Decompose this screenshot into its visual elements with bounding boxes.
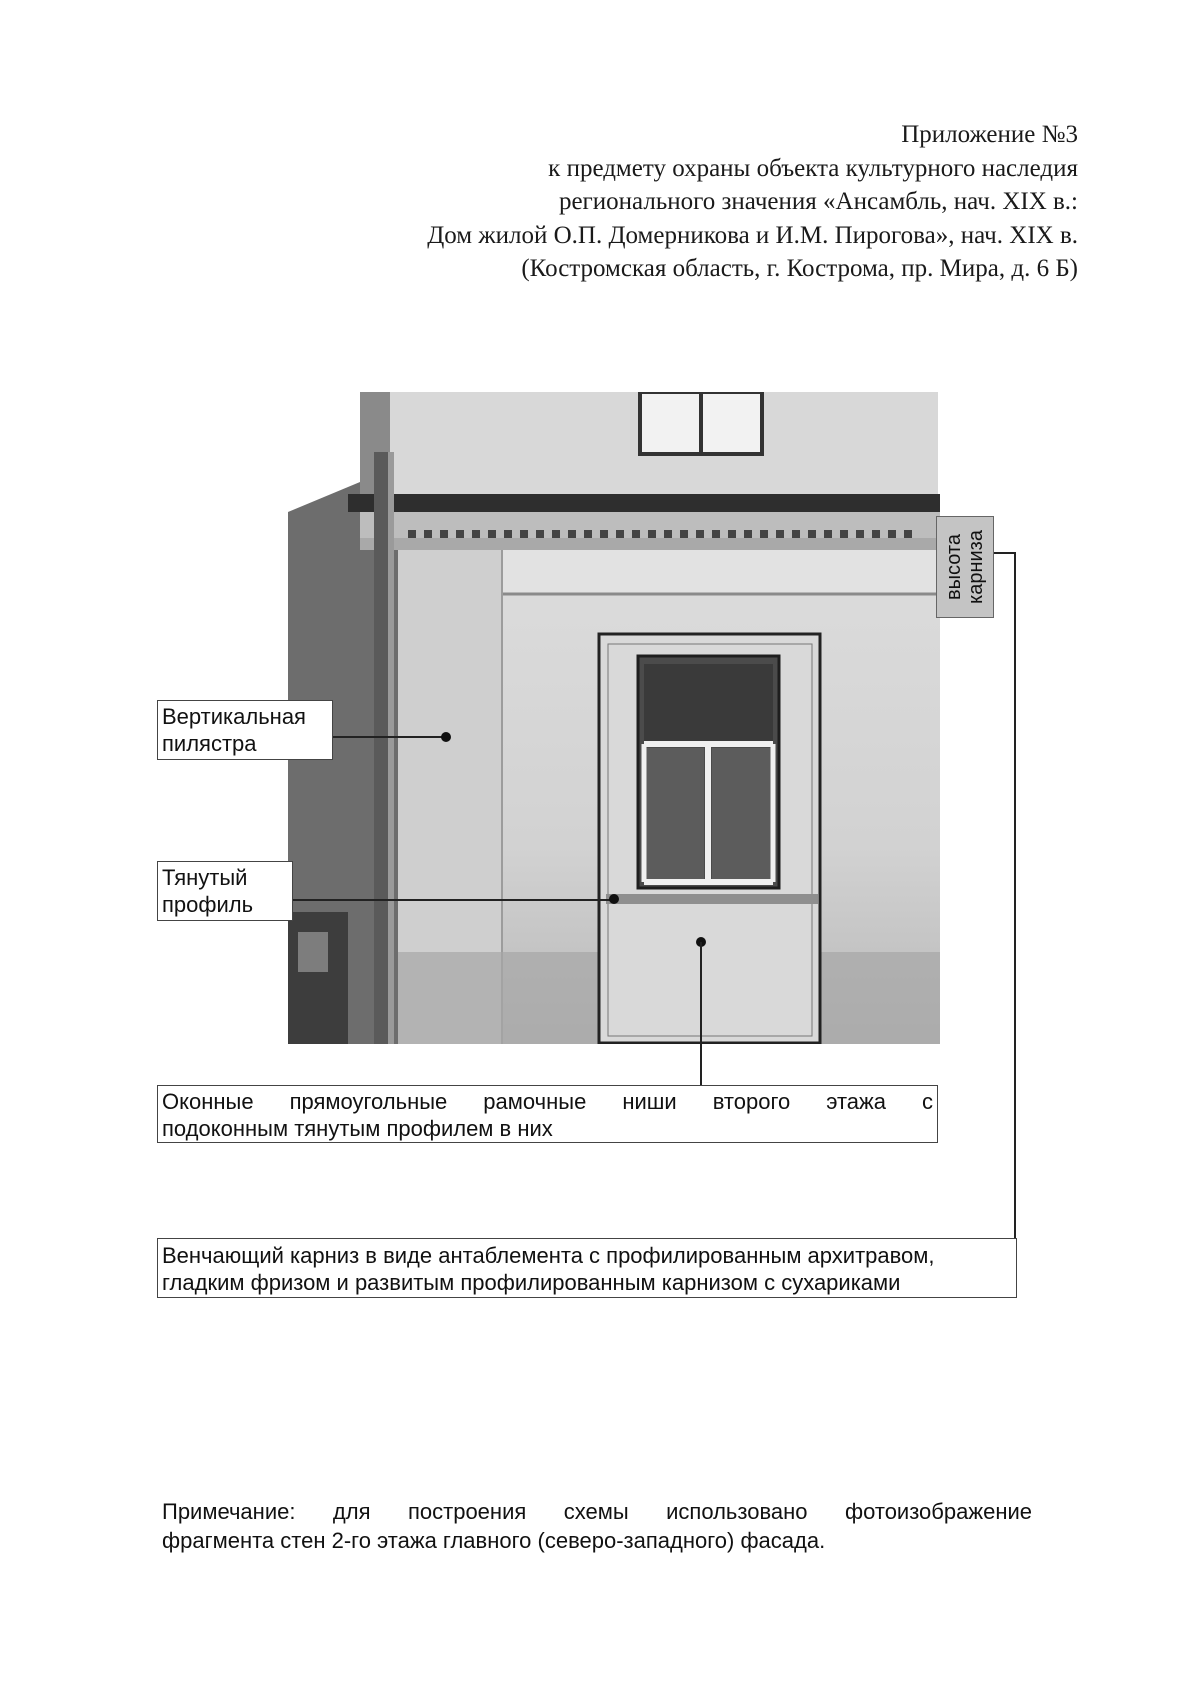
profile-leader-line bbox=[293, 899, 613, 901]
cornice-height-line-1: высота bbox=[943, 534, 966, 600]
window-niches-line-1: Оконные прямоугольные рамочные ниши второго этажа с bbox=[162, 1089, 933, 1114]
footnote-line-2: фрагмента стен 2-го этажа главного (северо-западного) фасада. bbox=[162, 1528, 826, 1553]
cornice-leader-line bbox=[1014, 552, 1016, 1238]
header-line-4: Дом жилой О.П. Домерникова и И.М. Пирогова», нач. XIX в. bbox=[427, 221, 1078, 249]
header-line-5: (Костромская область, г. Кострома, пр. Мира, д. 6 Б) bbox=[521, 255, 1078, 282]
crowning-cornice-line-2: гладким фризом и развитым профилированным карнизом с сухариками bbox=[162, 1270, 901, 1295]
profile-callout bbox=[157, 861, 293, 921]
cornice-height-label bbox=[936, 516, 994, 618]
crowning-cornice-line-1: Венчающий карниз в виде антаблемента с профилированным архитравом, bbox=[162, 1243, 935, 1268]
pilaster-leader-line bbox=[333, 736, 445, 738]
cornice-height-line-2: карниза bbox=[965, 530, 988, 604]
header-line-3: регионального значения «Ансамбль, нач. XIX в.: bbox=[558, 188, 1078, 215]
appendix-number: Приложение №3 bbox=[901, 121, 1078, 148]
window-niches-callout bbox=[157, 1085, 938, 1143]
footnote bbox=[162, 1497, 1032, 1555]
window-niche-leader-line bbox=[700, 942, 702, 1085]
crowning-cornice-callout bbox=[157, 1238, 1017, 1298]
cornice-leader-top bbox=[994, 552, 1016, 554]
window-niches-line-2: подоконным тянутым профилем в них bbox=[162, 1116, 553, 1141]
footnote-line-1: Примечание: для построения схемы использовано фотоизображение bbox=[162, 1499, 1032, 1524]
profile-label-line-1: Тянутый bbox=[162, 865, 248, 890]
profile-marker bbox=[609, 894, 619, 904]
header-line-2: к предмету охраны объекта культурного наследия bbox=[548, 154, 1078, 182]
facade-photo bbox=[288, 392, 940, 1044]
profile-label-line-2: профиль bbox=[162, 892, 254, 917]
document-header bbox=[278, 118, 1078, 286]
pilaster-label-line-1: Вертикальная bbox=[162, 704, 306, 729]
pilaster-callout bbox=[157, 700, 333, 760]
pilaster-label-line-2: пилястра bbox=[162, 731, 257, 756]
pilaster-marker bbox=[441, 732, 451, 742]
